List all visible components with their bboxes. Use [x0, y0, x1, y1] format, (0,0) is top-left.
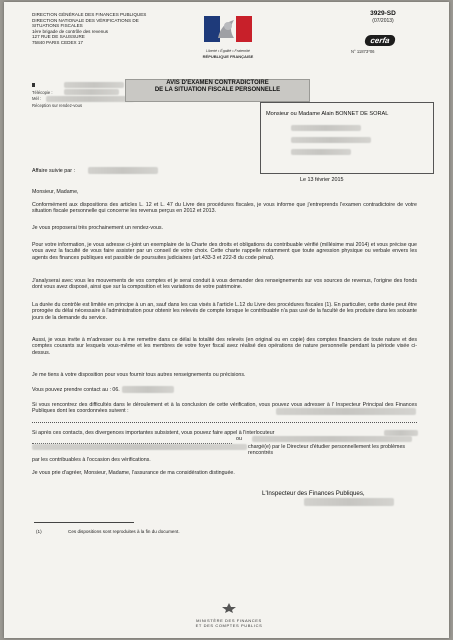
phone-mark [32, 83, 35, 87]
title-line: DE LA SITUATION FISCALE PERSONNELLE [154, 87, 281, 93]
redacted-contact [32, 444, 247, 450]
letter-date: Le 13 février 2015 [300, 177, 344, 183]
org-line: SITUATIONS FISCALES [32, 23, 83, 29]
signature-title: L'Inspecteur des Finances Publiques, [262, 490, 365, 497]
paragraph: Pour votre information, je vous adresse ci-joint un exemplaire de la Charte des droits et obligations du contribuable vérifié (millésime mai 2014) et vous précise que vous avez la faculté de vous faire assister par un conseil de votre choix. Cette charte rappelle notamment que toute agression physique ou verbale envers les agents des finances publiques est passible de poursuites judiciaires (art.433-3 et 222-8 du code pénal). [32, 242, 417, 261]
closing: Je vous prie d'agréer, Monsieur, Madame, l'assurance de ma considération distinguée. [32, 470, 235, 476]
redacted-inspector [276, 408, 416, 415]
redacted-address [291, 137, 371, 143]
reception-note: Réception sur rendez-vous [32, 103, 83, 108]
recipient-name: Monsieur ou Madame Alain BONNET DE SORAL [266, 111, 389, 117]
footer-line: MINISTÈRE DES FINANCES [196, 618, 262, 623]
republic-label: RÉPUBLIQUE FRANÇAISE [202, 53, 254, 59]
form-id-block [359, 10, 407, 24]
ministry-footer [164, 600, 294, 628]
footnote-text: Ces dispositions sont reproduites à la fin du document. [68, 529, 180, 534]
email-label: Mél : [32, 96, 42, 101]
paragraph: Si après ces contacts, des divergences importantes subsistent, vous pouvez faire appel à l'interlocuteur [32, 430, 275, 436]
dotted-line [32, 422, 417, 423]
redacted-address [291, 125, 361, 131]
redacted-contact [252, 436, 412, 442]
document-title [125, 79, 310, 102]
redacted-agent [88, 167, 158, 174]
affaire-label: Affaire suivie par : [32, 168, 76, 174]
paragraph: J'analyserai avec vous les mouvements de vos comptes et je serai conduit à vous demander des renseignements sur vos sources de revenus, l'origine des fonds dont vous avez disposé, ainsi que sur la composition et les variations de votre patrimoine. [32, 278, 417, 291]
redacted-signature [304, 498, 394, 506]
sender-block [32, 12, 202, 46]
paragraph: Je vous proposerai très prochainement un rendez-vous. [32, 225, 164, 231]
salutation: Monsieur, Madame, [32, 189, 79, 195]
paragraph: par les contribuables à l'occasion des vérifications. [32, 457, 151, 463]
org-line: DIRECTION GÉNÉRALE DES FINANCES PUBLIQUES [32, 12, 147, 17]
footnote-mark: (1) [36, 529, 42, 534]
motto: Liberté • Égalité • Fraternité [206, 49, 250, 53]
org-line: 127 RUE DE SAUSSURE [32, 34, 85, 40]
redacted-phone [122, 386, 174, 393]
redacted-email [46, 96, 134, 102]
paragraph: ou [236, 436, 242, 442]
cerfa-logo: cerfa [364, 35, 396, 46]
cerfa-number: N° 11873*06 [351, 49, 375, 54]
org-line: 1ère brigade de contrôle des revenus [32, 28, 109, 34]
redacted-address [291, 149, 351, 155]
form-number: 3929-SD [370, 10, 396, 17]
paragraph: La durée du contrôle est limitée en principe à un an, sauf dans les cas visés à l'article L.12 du Livre des procédures fiscales (1). En particulier, cette durée peut être prorogée du délai nécessaire à l'administration pour obtenir les relevés de compte lorsque le contribuable n'a pas usé de la faculté de les produire dans les soixante jours de la demande du service. [32, 302, 417, 321]
redacted-phone [64, 82, 124, 88]
ministry-emblem-icon [222, 603, 236, 613]
title-line: AVIS D'EXAMEN CONTRADICTOIRE [166, 80, 269, 86]
paragraph: Aussi, je vous invite à m'adresser ou à me remettre dans ce délai la totalité des relevés (en original ou en copie) des comptes financiers de toute nature et des comptes courants sur lesquels vous-même et les membres de votre foyer fiscal avez réalisé des opérations de nature personnelle pendant la période visée ci-dessus. [32, 337, 417, 356]
redacted-fax [64, 89, 119, 95]
footer-line: ET DES COMPTES PUBLICS [195, 623, 263, 628]
org-line: DIRECTION NATIONALE DES VÉRIFICATIONS DE [32, 17, 139, 23]
letter-page [4, 2, 449, 638]
paragraph: Vous pouvez prendre contact au : 06. [32, 387, 120, 393]
paragraph: Je me tiens à votre disposition pour vous fournir tous autres renseignements ou précisions. [32, 372, 246, 378]
footnote-separator [34, 522, 134, 523]
form-date: (07/2013) [372, 18, 394, 24]
recipient-box [260, 102, 434, 174]
marianne-logo [200, 14, 256, 62]
marianne-icon [200, 14, 256, 44]
fax-label: Télécopie : [32, 90, 53, 95]
org-line: 75840 PARIS CEDEX 17 [32, 39, 83, 45]
paragraph: Si vous rencontrez des difficultés dans le déroulement et à la conclusion de cette vérification, vous pouvez vous adresser à l' Inspecteur Principal des Finances Publiques dont les coordonnées suivent : [32, 402, 417, 415]
paragraph: Conformément aux dispositions des articles L. 12 et L. 47 du Livre des procédures fiscales, je vous informe que j'entreprends l'examen contradictoire de votre situation fiscale personnelle qui concerne les revenus perçus en 2012 et 2013. [32, 202, 417, 215]
paragraph: chargé(e) par le Directeur d'étudier personnellement les problèmes rencontrés [248, 444, 406, 457]
